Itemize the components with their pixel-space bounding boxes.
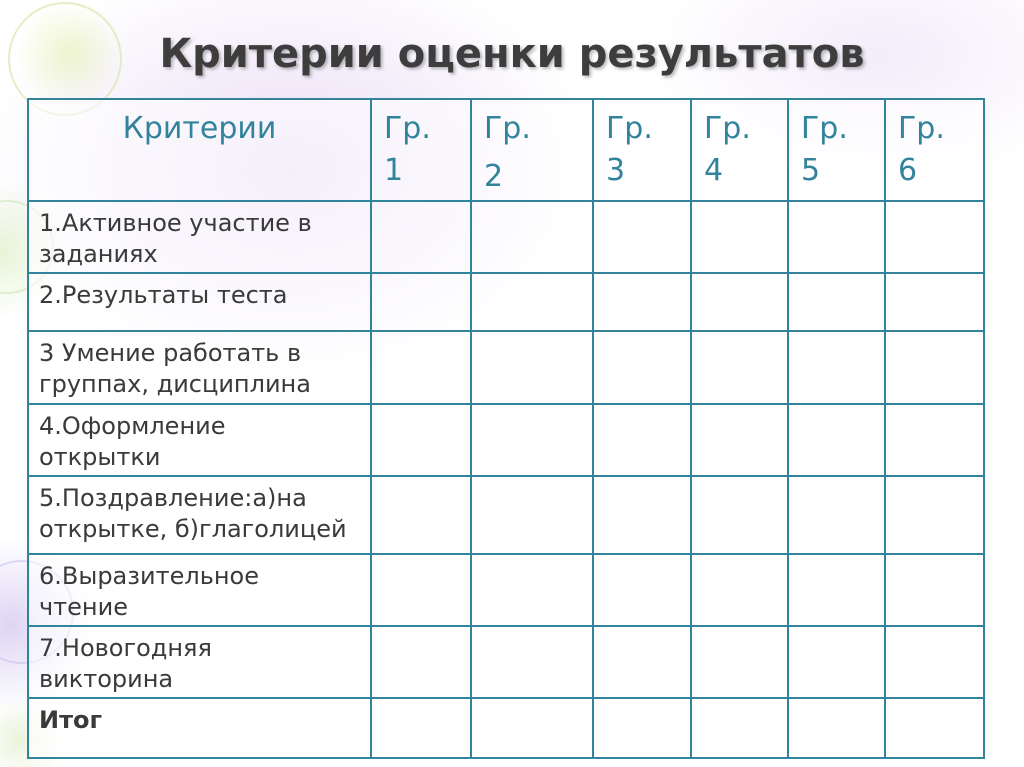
- group-label: Гр.: [606, 111, 653, 146]
- table-row: [28, 476, 984, 554]
- score-cell: [788, 476, 885, 554]
- score-cell: [593, 698, 691, 758]
- group-label: Гр.: [484, 111, 531, 146]
- group-header-cell-4: [691, 99, 788, 201]
- criteria-text-line: 2.Результаты теста: [39, 281, 288, 309]
- score-cell: [691, 554, 788, 626]
- score-cell: [885, 698, 984, 758]
- score-cell: [788, 698, 885, 758]
- group-label: Гр.: [898, 111, 945, 146]
- group-label: Гр.: [384, 111, 431, 146]
- criteria-text-line: группах, дисциплина: [39, 370, 311, 398]
- group-header-cell-2: [471, 99, 593, 201]
- group-header-cell-3: [593, 99, 691, 201]
- criteria-text-line: 3 Умение работать в: [39, 339, 302, 367]
- score-cell: [371, 626, 471, 698]
- score-cell: [471, 201, 593, 273]
- score-cell: [471, 554, 593, 626]
- score-cell: [885, 476, 984, 554]
- total-label: Итог: [39, 706, 103, 734]
- score-cell: [788, 626, 885, 698]
- score-cell: [593, 554, 691, 626]
- group-number: 6: [898, 153, 918, 188]
- criteria-text-line: 5.Поздравление:а)на: [39, 484, 307, 512]
- criteria-text-line: заданиях: [39, 240, 158, 268]
- score-cell: [788, 404, 885, 476]
- score-cell: [691, 698, 788, 758]
- score-cell: [593, 404, 691, 476]
- score-cell: [471, 331, 593, 404]
- score-cell: [885, 331, 984, 404]
- group-number: 5: [801, 153, 821, 188]
- table-row: [28, 626, 984, 698]
- criteria-text-line: 6.Выразительное: [39, 562, 259, 590]
- criteria-cell: [28, 331, 371, 404]
- score-cell: [371, 404, 471, 476]
- group-number: 1: [384, 153, 404, 188]
- group-number: 3: [606, 153, 626, 188]
- criteria-cell: [28, 554, 371, 626]
- criteria-text-line: 7.Новогодняя: [39, 634, 212, 662]
- criteria-cell: [28, 626, 371, 698]
- score-cell: [788, 331, 885, 404]
- criteria-cell: [28, 201, 371, 273]
- criteria-text-line: чтение: [39, 593, 128, 621]
- score-cell: [788, 273, 885, 331]
- group-number: 4: [704, 153, 724, 188]
- table-row: [28, 404, 984, 476]
- score-cell: [691, 476, 788, 554]
- score-cell: [371, 698, 471, 758]
- group-header-cell-1: [371, 99, 471, 201]
- score-cell: [471, 404, 593, 476]
- score-cell: [471, 476, 593, 554]
- score-cell: [371, 273, 471, 331]
- group-header-cell-5: [788, 99, 885, 201]
- score-cell: [691, 626, 788, 698]
- criteria-header-label: Критерии: [122, 111, 277, 146]
- score-cell: [885, 273, 984, 331]
- score-cell: [691, 331, 788, 404]
- score-cell: [885, 404, 984, 476]
- criteria-text-line: открытки: [39, 443, 161, 471]
- score-cell: [593, 273, 691, 331]
- slide-title: Критерии оценки результатов: [159, 31, 865, 77]
- score-cell: [593, 476, 691, 554]
- score-cell: [691, 201, 788, 273]
- criteria-header-cell: [28, 99, 371, 201]
- score-cell: [371, 201, 471, 273]
- score-cell: [371, 476, 471, 554]
- table-row: [28, 273, 984, 331]
- criteria-cell: [28, 404, 371, 476]
- criteria-table: [27, 98, 985, 759]
- group-label: Гр.: [801, 111, 848, 146]
- score-cell: [788, 201, 885, 273]
- criteria-cell: [28, 273, 371, 331]
- criteria-text-line: открытке, б)глаголицей: [39, 515, 347, 543]
- score-cell: [593, 626, 691, 698]
- criteria-cell: [28, 476, 371, 554]
- table-row: [28, 201, 984, 273]
- table-row: [28, 554, 984, 626]
- score-cell: [788, 554, 885, 626]
- criteria-text-line: 1.Активное участие в: [39, 209, 312, 237]
- score-cell: [471, 626, 593, 698]
- criteria-text-line: викторина: [39, 665, 174, 693]
- total-label-cell: [28, 698, 371, 758]
- score-cell: [371, 331, 471, 404]
- score-cell: [471, 698, 593, 758]
- score-cell: [371, 554, 471, 626]
- score-cell: [885, 554, 984, 626]
- score-cell: [885, 626, 984, 698]
- score-cell: [691, 273, 788, 331]
- total-row: [28, 698, 984, 758]
- group-label: Гр.: [704, 111, 751, 146]
- score-cell: [691, 404, 788, 476]
- score-cell: [593, 331, 691, 404]
- score-cell: [471, 273, 593, 331]
- score-cell: [593, 201, 691, 273]
- score-cell: [885, 201, 984, 273]
- group-number: 2: [484, 159, 504, 194]
- header-row: [28, 99, 984, 201]
- table-row: [28, 331, 984, 404]
- group-header-cell-6: [885, 99, 984, 201]
- criteria-text-line: 4.Оформление: [39, 412, 226, 440]
